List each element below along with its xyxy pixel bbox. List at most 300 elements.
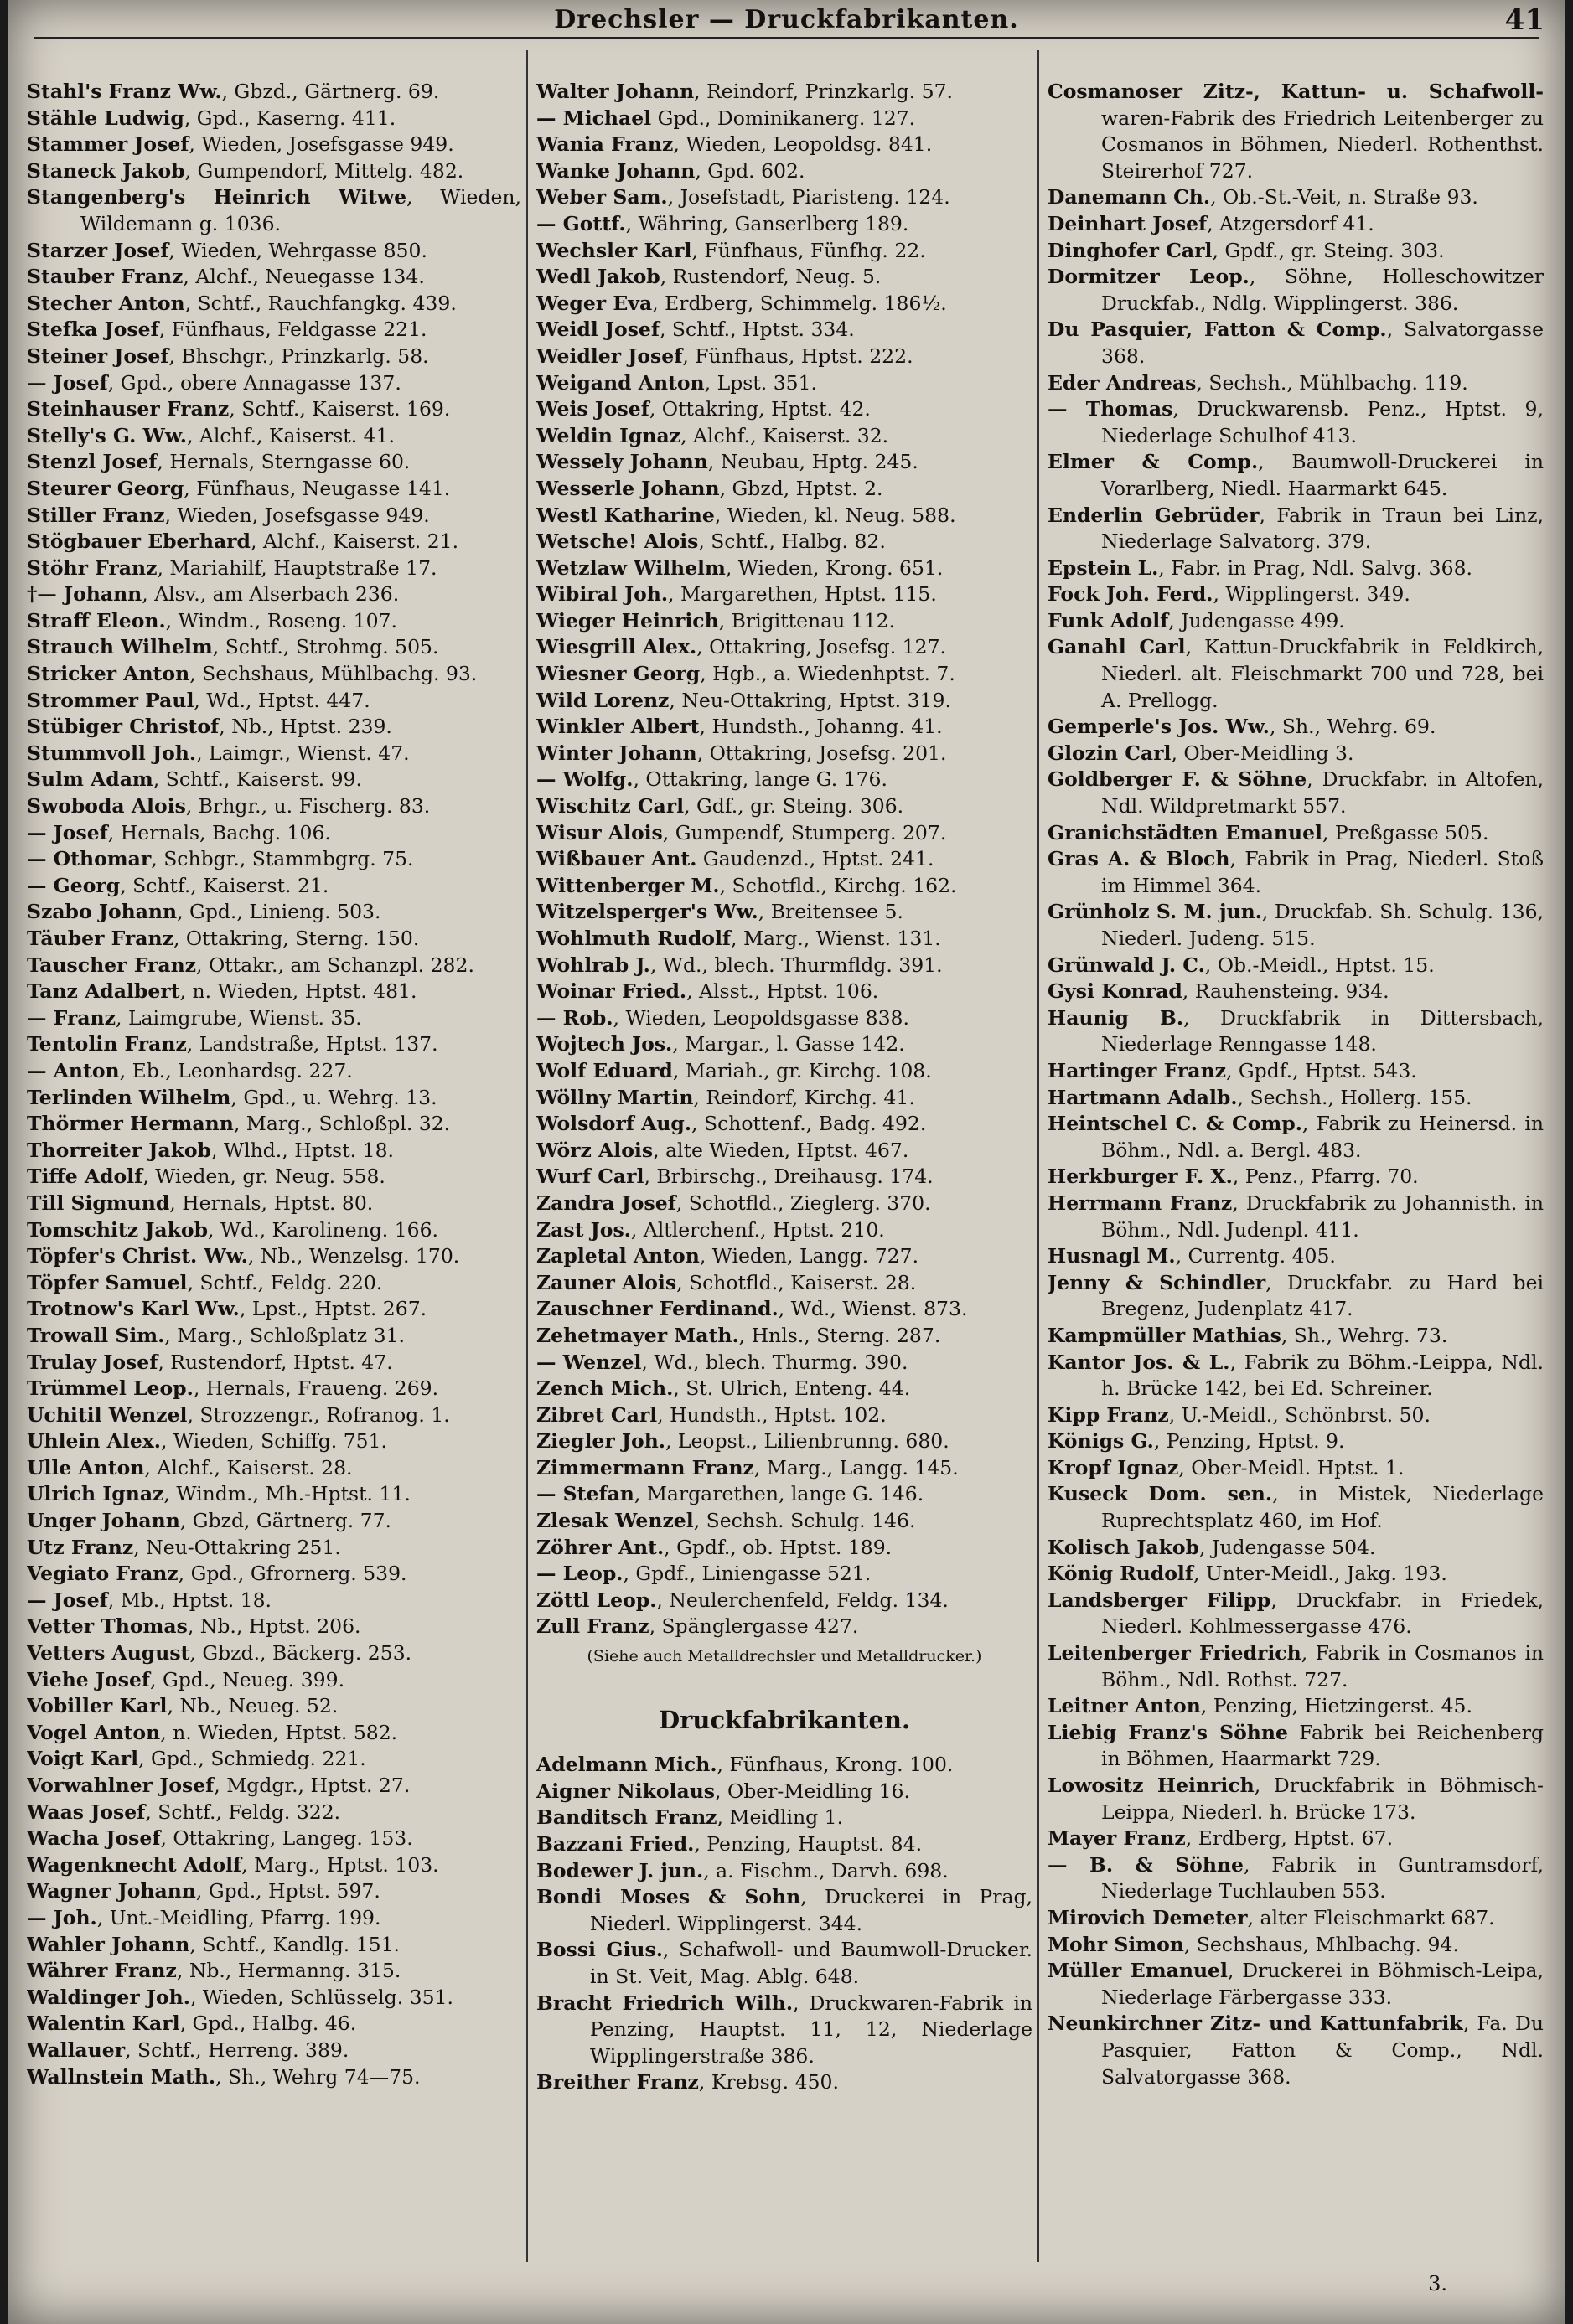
entry-name: Zibret Carl	[536, 1402, 658, 1427]
entry-name: Zast Jos.	[536, 1217, 631, 1242]
entry-name: Stiller Franz	[27, 503, 165, 527]
entry-address: , Wieden, Wehrgasse 850.	[168, 238, 427, 262]
directory-entry	[536, 714, 1032, 741]
directory-entry	[536, 820, 1032, 847]
entry-name: Wiesgrill Alex.	[536, 635, 697, 659]
entry-address: , Spänglergasse 427.	[649, 1614, 859, 1639]
entry-name: — Josef	[27, 370, 108, 395]
directory-entry	[27, 1350, 521, 1376]
entry-name: Vogel Anton	[27, 1720, 161, 1744]
entry-name: Starzer Josef	[27, 238, 169, 262]
entry-address: , Gbzd., Gärtnerg. 69.	[221, 80, 440, 103]
directory-entry	[27, 1693, 521, 1720]
entry-address: , Meidling 1.	[717, 1805, 844, 1830]
directory-entry	[1048, 503, 1544, 555]
entry-name: Aigner Nikolaus	[536, 1779, 716, 1803]
entry-address: , Marg., Schloßplatz 31.	[164, 1323, 405, 1347]
entry-name: — Georg	[27, 873, 121, 897]
entry-name: Wanke Johann	[536, 158, 696, 183]
entry-address: , Brhgr., u. Fischerg. 83.	[185, 794, 431, 819]
directory-entry	[27, 238, 521, 265]
directory-entry	[536, 634, 1032, 661]
entry-name: Granichstädten Emanuel	[1048, 820, 1322, 844]
entry-name: Danemann Ch.	[1048, 185, 1211, 209]
entry-name: Wolsdorf Aug.	[536, 1112, 692, 1136]
entry-address: , Sechsh. Schulg. 146.	[693, 1509, 916, 1533]
entry-name: Wörz Alois	[536, 1138, 654, 1162]
entry-address: , Wieden, Leopoldsgasse 838.	[613, 1005, 909, 1030]
entry-name: Goldberger F. & Söhne	[1048, 767, 1307, 792]
entry-name: Mohr Simon	[1048, 1932, 1184, 1956]
entry-address: , Gpdf., ob. Hptst. 189.	[664, 1535, 893, 1559]
directory-entry	[536, 899, 1032, 926]
directory-entry	[27, 343, 521, 370]
entry-name: Kuseck Dom. sen.	[1048, 1482, 1273, 1506]
entry-name: Wania Franz	[536, 132, 674, 157]
entry-address: , Margarethen, lange G. 146.	[634, 1482, 924, 1506]
entry-address: , Sechshaus, Mühlbachg. 93.	[189, 662, 478, 686]
directory-entry	[1048, 1693, 1544, 1720]
entry-address: , Nb., Hermanng. 315.	[176, 1959, 401, 1983]
directory-entry	[1048, 1428, 1544, 1455]
entry-address: , Reindorf, Kirchg. 41.	[693, 1085, 915, 1109]
entry-name: Wetzlaw Wilhelm	[536, 555, 726, 580]
entry-name: Wallnstein Math.	[27, 2064, 216, 2089]
entry-address: , Currentg. 405.	[1175, 1244, 1336, 1268]
entry-address: , Schtf., Kaiserst. 169.	[229, 397, 451, 421]
entry-address: , Sh., Wehrg 74—75.	[215, 2064, 421, 2089]
directory-entry	[536, 1085, 1032, 1112]
directory-entry	[536, 1217, 1032, 1244]
directory-entry	[27, 529, 521, 555]
entry-name: Herkburger F. X.	[1048, 1165, 1233, 1189]
entry-address: , Neu-Ottakring 251.	[133, 1535, 341, 1559]
directory-entry	[536, 661, 1032, 688]
entry-address: , Alchf., Kaiserst. 32.	[680, 423, 889, 447]
entry-address: , Hundsth., Johanng. 41.	[699, 715, 943, 739]
directory-entry	[27, 317, 521, 343]
entry-address: , Alchf., Kaiserst. 28.	[144, 1455, 353, 1480]
directory-entry	[536, 1805, 1032, 1831]
entry-name: — Stefan	[536, 1482, 634, 1506]
entry-address: , Gbzd, Gärtnerg. 77.	[179, 1509, 392, 1533]
entry-address: , Bhschgr., Prinzkarlg. 58.	[168, 343, 429, 368]
entry-name: Wohlmuth Rudolf	[536, 927, 731, 950]
directory-entry	[536, 1858, 1032, 1885]
entry-address: , Wieden, Schlüsselg. 351.	[189, 1985, 453, 2009]
directory-entry	[536, 238, 1032, 265]
directory-entry	[536, 529, 1032, 555]
entry-name: — Josef	[27, 820, 108, 844]
directory-entry	[1048, 1350, 1544, 1402]
entry-address: , Ottakring, lange G. 176.	[633, 767, 887, 792]
directory-entry	[1048, 1111, 1544, 1164]
entry-name: Wahler Johann	[27, 1932, 190, 1956]
directory-entry	[27, 1190, 521, 1217]
entry-address: , Ottakring, Hptst. 42.	[649, 397, 871, 421]
entry-address: , Rustendorf, Neug. 5.	[660, 265, 882, 289]
entry-address: , Wieden, gr. Neug. 558.	[142, 1165, 385, 1189]
directory-entry	[536, 1481, 1032, 1508]
entry-address: , Mgdgr., Hptst. 27.	[214, 1774, 411, 1797]
entry-address: , Schtf., Kaiserst. 21.	[120, 873, 329, 897]
directory-entry	[27, 1826, 521, 1852]
entry-address: , Nb., Wenzelsg. 170.	[247, 1244, 460, 1268]
entry-name: Landsberger Filipp	[1048, 1588, 1271, 1612]
entry-address: , Söhne, Holleschowitzer Druckfab., Ndlg. Wipplingerst. 386.	[1101, 265, 1544, 315]
entry-name: Swoboda Alois	[27, 794, 186, 819]
entry-name: Weidler Josef	[536, 343, 683, 368]
entry-address: , Wieden, Schiffg. 751.	[160, 1429, 388, 1454]
directory-entry	[536, 1614, 1032, 1640]
directory-entry	[1048, 741, 1544, 767]
entry-address: , Landstraße, Hptst. 137.	[186, 1032, 438, 1056]
entry-address: , Fünfhaus, Hptst. 222.	[682, 343, 913, 368]
entry-address: , Windm., Mh.-Hptst. 11.	[163, 1482, 411, 1506]
directory-entry	[27, 2037, 521, 2064]
see-also-note: (Siehe auch Metalldrechsler und Metalldrucker.)	[587, 1647, 982, 1666]
entry-address: , Ob.-St.-Veit, n. Straße 93.	[1210, 185, 1478, 209]
entry-name: Leitenberger Friedrich	[1048, 1641, 1301, 1666]
entry-address: , Mariah., gr. Kirchg. 108.	[672, 1058, 932, 1082]
entry-name: Liebig Franz's Söhne	[1048, 1720, 1288, 1744]
directory-entry	[1048, 1640, 1544, 1693]
entry-name: Bondi Moses & Sohn	[536, 1885, 801, 1909]
entry-name: Uchitil Wenzel	[27, 1402, 188, 1427]
entry-address: , Schtf., Kaiserst. 99.	[153, 767, 362, 792]
entry-name: Walentin Karl	[27, 2012, 180, 2036]
entry-address: , Gpd., Kaserng. 411.	[184, 106, 396, 130]
entry-name: — Wolfg.	[536, 767, 634, 792]
entry-name: Töpfer Samuel	[27, 1270, 188, 1294]
directory-entry	[27, 2064, 521, 2091]
entry-address: , Druckfabrik in Böhmisch-Leippa, Niederl. h. Brücke 173.	[1101, 1774, 1544, 1824]
entry-address: , Schtf., Herreng. 389.	[125, 2037, 349, 2062]
directory-entry	[27, 106, 521, 132]
directory-entry	[536, 317, 1032, 343]
entry-address: , Fabrik in Prag, Niederl. Stoß im Himmel 364.	[1101, 847, 1544, 897]
entry-address: , Lpst., Hptst. 267.	[239, 1297, 427, 1321]
directory-entry	[27, 953, 521, 979]
entry-name: Vetter Thomas	[27, 1614, 188, 1639]
entry-name: Eder Andreas	[1048, 370, 1197, 395]
entry-name: Weis Josef	[536, 397, 649, 421]
directory-entry	[27, 820, 521, 847]
directory-entry	[536, 264, 1032, 291]
entry-name: Wacha Josef	[27, 1826, 161, 1851]
entry-address: , U.-Meidl., Schönbrst. 50.	[1168, 1402, 1431, 1427]
entry-name: Weldin Ignaz	[536, 423, 681, 447]
entry-name: Trowall Sim.	[27, 1323, 165, 1347]
entry-address: , Druckfabrik in Dittersbach, Niederlage Renngasse 148.	[1101, 1005, 1544, 1056]
directory-entry	[536, 291, 1032, 318]
entry-name: Kipp Franz	[1048, 1402, 1169, 1427]
entry-address: , Hernals, Fraueng. 269.	[193, 1376, 439, 1401]
directory-entry	[536, 1058, 1032, 1085]
entry-address: , Sechsh., Hollerg. 155.	[1237, 1085, 1472, 1109]
entry-address: , Wieden, Leopoldsg. 841.	[673, 132, 933, 157]
entry-name: Westl Katharine	[536, 503, 715, 527]
directory-entry	[27, 634, 521, 661]
entry-address: Gpd., Dominikanerg. 127.	[651, 106, 916, 130]
entry-address: , Nb., Hptst. 206.	[187, 1614, 361, 1639]
directory-entry	[27, 1031, 521, 1058]
entry-name: Zlesak Wenzel	[536, 1509, 694, 1533]
directory-entry	[27, 1481, 521, 1508]
entry-address: , Druckfabr. zu Hard bei Bregenz, Judenplatz 417.	[1101, 1270, 1544, 1321]
directory-entry	[1048, 1085, 1544, 1112]
entry-address: , Hgb., a. Wiedenhptst. 7.	[700, 662, 955, 686]
directory-entry	[536, 793, 1032, 820]
entry-name: Vobiller Karl	[27, 1694, 168, 1718]
directory-entry	[1048, 820, 1544, 847]
section-title: Druckfabrikanten.	[658, 1705, 911, 1734]
entry-address: , Marg., Hptst. 103.	[241, 1852, 439, 1877]
column-divider	[1037, 50, 1039, 2262]
entry-name: Wittenberger M.	[536, 873, 720, 897]
entry-name: Kantor Jos. & L.	[1048, 1350, 1230, 1374]
entry-name: Zench Mich.	[536, 1376, 674, 1401]
entry-name: Wieger Heinrich	[536, 608, 719, 633]
entry-address: , Wd., Wienst. 873.	[778, 1297, 968, 1321]
directory-entry	[536, 1588, 1032, 1614]
entry-address: , Margarethen, Hptst. 115.	[668, 582, 937, 607]
directory-entry	[1048, 370, 1544, 397]
entry-address: , Penz., Pfarrg. 70.	[1232, 1165, 1419, 1189]
entry-address: , alte Wieden, Hptst. 467.	[653, 1138, 909, 1162]
directory-entry	[536, 1190, 1032, 1217]
entry-address: , Gdf., gr. Steing. 306.	[684, 794, 904, 819]
entry-address: , Leopst., Lilienbrunng. 680.	[665, 1429, 949, 1454]
entry-address: , Alchf., Neuegasse 134.	[183, 265, 425, 289]
entry-address: , Sh., Wehrg. 73.	[1281, 1323, 1448, 1347]
entry-name: Walter Johann	[536, 80, 695, 103]
entry-address: , Schtf., Hptst. 334.	[659, 318, 855, 342]
entry-name: Wojtech Jos.	[536, 1032, 673, 1056]
entry-name: Unger Johann	[27, 1509, 180, 1533]
entry-address: , Gumpendf, Stumperg. 207.	[662, 820, 947, 844]
directory-entry	[1048, 1058, 1544, 1085]
entry-address: , Ottakring, Langeg. 153.	[160, 1826, 413, 1851]
directory-entry	[1048, 396, 1544, 449]
entry-address: , Druckfabrik zu Johannisth. in Böhm., Ndl. Judenpl. 411.	[1101, 1190, 1544, 1242]
directory-entry	[27, 1243, 521, 1270]
entry-name: Wohlrab J.	[536, 953, 650, 977]
entry-name: Stricker Anton	[27, 662, 190, 686]
entry-name: Du Pasquier, Fatton & Comp.	[1048, 318, 1387, 342]
entry-name: Mirovich Demeter	[1048, 1905, 1248, 1929]
entry-address: , Rauhensteing. 934.	[1182, 979, 1389, 1004]
entry-name: — Anton	[27, 1058, 120, 1082]
entry-address: , Ober-Meidl. Hptst. 1.	[1178, 1455, 1405, 1480]
directory-entry	[536, 1138, 1032, 1165]
entry-name: Tanz Adalbert	[27, 979, 180, 1004]
directory-entry	[27, 264, 521, 291]
entry-address: waren-Fabrik des Friedrich Leitenberger zu Cosmanos in Böhmen, Niederl. Rothenthst. Steirerhof 727.	[1101, 106, 1544, 183]
directory-entry	[27, 2011, 521, 2037]
entry-name: Stähle Ludwig	[27, 106, 184, 130]
entry-address: , Gpd., Schmiedg. 221.	[138, 1747, 366, 1771]
entry-name: Straff Eleon.	[27, 608, 166, 633]
directory-entry	[536, 1535, 1032, 1562]
entry-name: Stelly's G. Ww.	[27, 423, 187, 447]
entry-address: , Nb., Neueg. 52.	[167, 1694, 339, 1718]
directory-entry	[27, 1561, 521, 1588]
entry-name: Leitner Anton	[1048, 1694, 1201, 1718]
entry-address: , n. Wieden, Hptst. 481.	[179, 979, 417, 1004]
directory-entry	[536, 979, 1032, 1005]
directory-entry	[536, 1031, 1032, 1058]
entry-name: Zehetmayer Math.	[536, 1323, 739, 1347]
entry-name: Wischitz Carl	[536, 794, 685, 819]
directory-entry	[27, 1296, 521, 1323]
entry-address: , Eb., Leonhardsg. 227.	[119, 1058, 353, 1082]
directory-entry	[27, 1932, 521, 1959]
entry-name: Hartmann Adalb.	[1048, 1085, 1238, 1109]
directory-entry	[27, 423, 521, 450]
directory-entry	[536, 1561, 1032, 1588]
entry-address: , Ober-Meidling 16.	[715, 1779, 910, 1803]
directory-entry	[27, 1323, 521, 1350]
entry-address: , Penzing, Hauptst. 84.	[694, 1832, 923, 1856]
entry-name: Stauber Franz	[27, 265, 184, 289]
entry-address: , Judengasse 504.	[1198, 1535, 1376, 1559]
directory-entry	[536, 873, 1032, 900]
directory-entry	[1048, 1481, 1544, 1534]
directory-entry	[536, 1508, 1032, 1535]
directory-entry	[536, 423, 1032, 450]
entry-name: Voigt Karl	[27, 1747, 139, 1771]
entry-address: , Ob.-Meidl., Hptst. 15.	[1204, 953, 1435, 977]
directory-entry	[1048, 1588, 1544, 1640]
entry-address: , Fabrik zu Heinersd. in Böhm., Ndl. a. Bergl. 483.	[1101, 1112, 1544, 1162]
entry-address: , Salvatorgasse 368.	[1101, 318, 1544, 368]
entry-address: , Gbzd., Bäckerg. 253.	[189, 1641, 412, 1666]
entry-address: , Laimgrube, Wienst. 35.	[116, 1005, 362, 1030]
entry-name: Ulrich Ignaz	[27, 1482, 164, 1506]
directory-entry	[1048, 317, 1544, 369]
entry-name: Adelmann Mich.	[536, 1753, 717, 1777]
directory-entry	[27, 1376, 521, 1402]
entry-name: Weber Sam.	[536, 185, 668, 209]
directory-entry	[27, 714, 521, 741]
entry-name: Uhlein Alex.	[27, 1429, 161, 1454]
directory-entry	[1048, 1561, 1544, 1588]
directory-entry	[1048, 1243, 1544, 1270]
entry-address: , Druckfab. Sh. Schulg. 136, Niederl. Judeng. 515.	[1101, 900, 1544, 950]
directory-entry	[1048, 767, 1544, 819]
entry-address: , Druckerei in Böhmisch-Leipa, Niederlage Färbergasse 333.	[1101, 1959, 1544, 2009]
entry-address: , Alsv., am Alserbach 236.	[142, 582, 400, 607]
entry-name: Breither Franz	[536, 2070, 699, 2094]
directory-entry	[1048, 2011, 1544, 2090]
directory-entry	[1048, 79, 1544, 184]
directory-entry	[536, 1350, 1032, 1376]
directory-entry	[1048, 1402, 1544, 1429]
entry-address: , Gpd., Neueg. 399.	[150, 1667, 345, 1691]
entry-address: , Fabrik in Cosmanos in Böhm., Ndl. Rothst. 727.	[1101, 1641, 1544, 1691]
entry-name: Enderlin Gebrüder	[1048, 503, 1260, 527]
entry-name: Königs G.	[1048, 1429, 1154, 1454]
entry-name: Wechsler Karl	[536, 238, 692, 262]
entry-address: , Gpd., Halbg. 46.	[179, 2012, 357, 2036]
entry-address: , Wd., Hptst. 447.	[194, 688, 370, 712]
entry-address: , Preßgasse 505.	[1322, 820, 1489, 844]
entry-address: , Druckwarensb. Penz., Hptst. 9, Niederlage Schulhof 413.	[1101, 397, 1544, 447]
directory-entry	[536, 1884, 1032, 1937]
directory-entry	[27, 132, 521, 158]
entry-name: Utz Franz	[27, 1535, 134, 1559]
entry-address: , Erdberg, Hptst. 67.	[1185, 1826, 1394, 1851]
entry-name: Täuber Franz	[27, 927, 173, 950]
entry-address: , Währing, Ganserlberg 189.	[625, 211, 909, 235]
entry-name: Tiffe Adolf	[27, 1165, 143, 1189]
directory-entry	[536, 1752, 1032, 1779]
entry-address: , Baumwoll-Druckerei in Vorarlberg, Niedl. Haarmarkt 645.	[1101, 450, 1544, 500]
entry-name: — Gottf.	[536, 211, 626, 235]
entry-address: , Wieden, Wildemann g. 1036.	[80, 185, 521, 235]
entry-address: , Ottakr., am Schanzpl. 282.	[196, 953, 474, 977]
entry-address: , Reindorf, Prinzkarlg. 57.	[694, 80, 954, 103]
directory-entry	[1048, 1164, 1544, 1190]
directory-entry	[1048, 899, 1544, 952]
entry-address: , Ottakring, Sterng. 150.	[173, 927, 420, 950]
entry-name: Vorwahlner Josef	[27, 1774, 215, 1797]
directory-entry	[536, 132, 1032, 158]
directory-entry	[1048, 555, 1544, 582]
directory-entry	[536, 184, 1032, 211]
directory-entry	[1048, 608, 1544, 635]
entry-address: , Unt.-Meidling, Pfarrg. 199.	[96, 1905, 381, 1929]
entry-address: , Druckfabr. in Altofen, Ndl. Wildpretmarkt 557.	[1101, 767, 1544, 819]
entry-address: , Neubau, Hptg. 245.	[707, 450, 918, 474]
entry-address: , Mariahilf, Hauptstraße 17.	[157, 555, 437, 580]
directory-entry	[27, 793, 521, 820]
entry-address: , Krebsg. 450.	[698, 2070, 839, 2094]
directory-entry	[27, 555, 521, 582]
entry-name: Grünwald J. C.	[1048, 953, 1205, 977]
entry-name: Stahl's Franz Ww.	[27, 80, 222, 103]
entry-name: — Franz	[27, 1005, 116, 1030]
entry-name: †— Johann	[27, 582, 142, 607]
entry-name: Zapletal Anton	[536, 1244, 700, 1268]
entry-name: Weidl Josef	[536, 318, 660, 342]
directory-entry	[536, 1455, 1032, 1482]
entry-address: , in Mistek, Niederlage Ruprechtsplatz 460, im Hof.	[1101, 1482, 1544, 1533]
entry-name: Kropf Ignaz	[1048, 1455, 1179, 1480]
entry-name: — Michael	[536, 106, 652, 130]
directory-entry	[1048, 1958, 1544, 2011]
entry-name: Hartinger Franz	[1048, 1058, 1226, 1082]
entry-name: Müller Emanuel	[1048, 1959, 1228, 1983]
entry-name: Bossi Gius.	[536, 1938, 663, 1962]
entry-address: , Mb., Hptst. 18.	[107, 1588, 272, 1612]
entry-name: Dormitzer Leop.	[1048, 265, 1250, 289]
directory-entry	[536, 608, 1032, 635]
entry-name: Zauner Alois	[536, 1270, 677, 1294]
entry-name: Wessely Johann	[536, 450, 708, 474]
directory-entry	[27, 1958, 521, 1985]
entry-address: , Fabrik in Guntramsdorf, Niederlage Tuchlauben 553.	[1101, 1852, 1544, 1903]
column-right	[1048, 79, 1544, 2274]
directory-entry	[27, 581, 521, 608]
entry-address: , Margar., l. Gasse 142.	[672, 1032, 905, 1056]
entry-name: Szabo Johann	[27, 900, 178, 924]
entry-address: Gaudenzd., Hptst. 241.	[696, 847, 934, 871]
entry-name: Stecher Anton	[27, 291, 185, 315]
entry-name: Wagenknecht Adolf	[27, 1852, 242, 1877]
entry-address: , Kattun-Druckfabrik in Feldkirch, Niederl. alt. Fleischmarkt 700 und 728, bei A. Prellogg.	[1101, 635, 1544, 712]
